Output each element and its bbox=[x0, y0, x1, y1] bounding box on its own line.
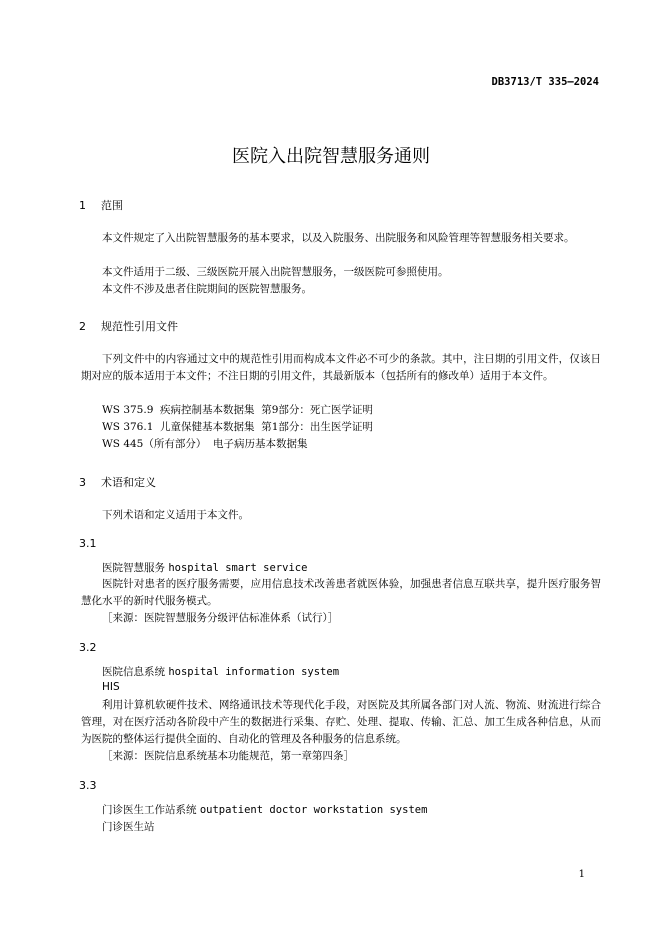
section-number: 2 bbox=[79, 320, 86, 333]
references-paragraph: 下列文件中的内容通过文中的规范性引用而构成本文件必不可少的条款。其中，注日期的引用文件，仅该日期对应的版本适用于本文件；不注日期的引用文件，其最新版本（包括所有的修改单）适用于本文件。 bbox=[81, 353, 601, 382]
term-title-cn: 医院信息系统 bbox=[102, 666, 165, 678]
term-3-2-source: ［来源：医院信息系统基本功能规范，第一章第四条］ bbox=[102, 750, 354, 762]
scope-paragraph-3: 本文件不涉及患者住院期间的医院智慧服务。 bbox=[102, 283, 312, 295]
reference-item: WS 445（所有部分） 电子病历基本数据集 bbox=[102, 438, 308, 450]
section-title: 术语和定义 bbox=[101, 476, 156, 489]
term-3-1-definition: 医院针对患者的医疗服务需要，应用信息技术改善患者就医体验，加强患者信息互联共享，提升医疗服务智慧化水平的新时代服务模式。 bbox=[81, 578, 601, 607]
document-title: 医院入出院智慧服务通则 bbox=[232, 146, 430, 167]
term-3-3-title bbox=[102, 802, 427, 817]
reference-item: WS 375.9 疾病控制基本数据集 第9部分：死亡医学证明 bbox=[102, 404, 373, 416]
section-1-heading bbox=[79, 197, 123, 213]
section-2-heading bbox=[79, 318, 178, 334]
page-number: 1 bbox=[578, 869, 585, 880]
section-3-heading bbox=[79, 474, 156, 490]
section-number: 1 bbox=[79, 199, 86, 212]
section-title: 规范性引用文件 bbox=[101, 320, 178, 333]
term-3-2-title bbox=[102, 664, 339, 679]
term-number: 3.1 bbox=[79, 537, 97, 550]
scope-paragraph-2: 本文件适用于二级、三级医院开展入出院智慧服务，一级医院可参照使用。 bbox=[102, 266, 449, 278]
term-title-en: outpatient doctor workstation system bbox=[199, 804, 428, 816]
document-number: DB3713/T 335—2024 bbox=[491, 76, 599, 88]
term-3-1-title bbox=[102, 560, 307, 575]
term-title-cn: 医院智慧服务 bbox=[102, 562, 165, 574]
term-number: 3.2 bbox=[79, 641, 97, 654]
term-number: 3.3 bbox=[79, 779, 97, 792]
section-number: 3 bbox=[79, 476, 86, 489]
term-title-en: hospital smart service bbox=[168, 562, 308, 574]
scope-paragraph-1: 本文件规定了入出院智慧服务的基本要求，以及入院服务、出院服务和风险管理等智慧服务相关要求。 bbox=[102, 232, 575, 244]
term-3-3-abbreviation: 门诊医生站 bbox=[102, 821, 155, 833]
term-3-2-definition: 利用计算机软硬件技术、网络通讯技术等现代化手段，对医院及其所属各部门对人流、物流、财流进行综合管理，对在医疗活动各阶段中产生的数据进行采集、存贮、处理、提取、传输、汇总、加工生成各种信息，从而为医院的整体运行提供全面的、自动化的管理及各种服务的信息系统。 bbox=[81, 699, 601, 745]
term-3-1-source: ［来源：医院智慧服务分级评估标准体系（试行）］ bbox=[102, 612, 339, 624]
term-title-en: hospital information system bbox=[168, 666, 340, 678]
terms-intro: 下列术语和定义适用于本文件。 bbox=[102, 509, 249, 521]
section-title: 范围 bbox=[101, 199, 123, 212]
reference-item: WS 376.1 儿童保健基本数据集 第1部分：出生医学证明 bbox=[102, 421, 373, 433]
term-title-cn: 门诊医生工作站系统 bbox=[102, 804, 197, 816]
term-3-2-abbreviation: HIS bbox=[102, 681, 120, 693]
